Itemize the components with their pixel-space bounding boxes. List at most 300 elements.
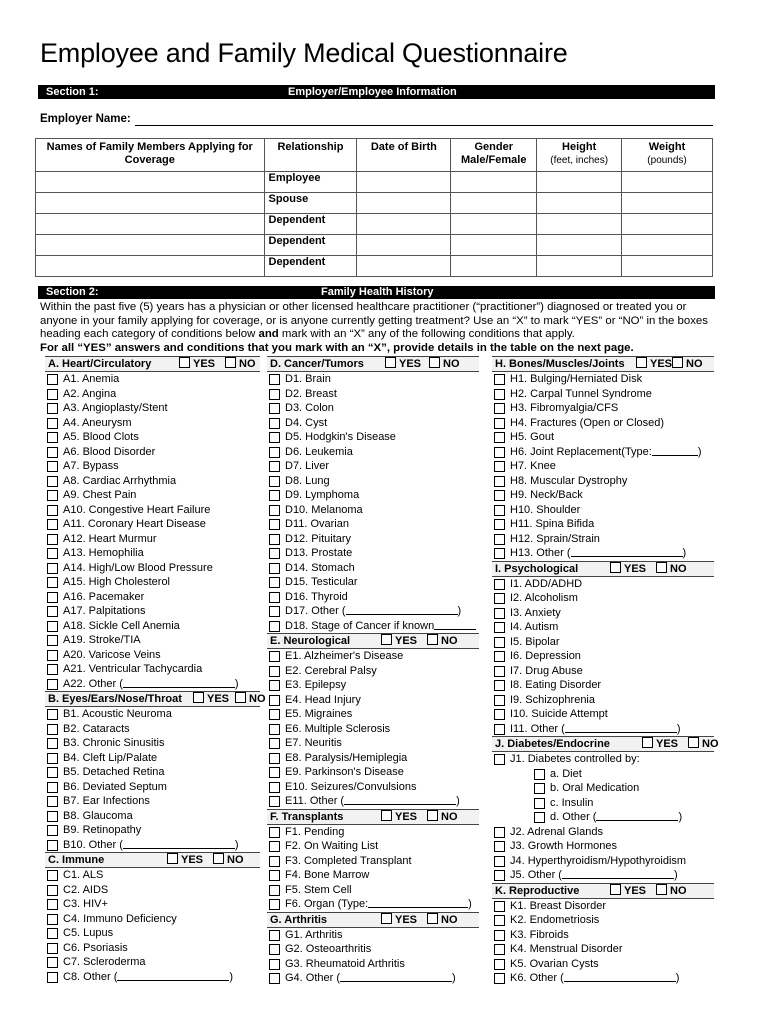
condition-item[interactable] — [267, 664, 479, 679]
condition-item[interactable] — [45, 883, 260, 898]
condition-item[interactable] — [267, 751, 479, 766]
condition-item[interactable] — [492, 649, 714, 664]
condition-item[interactable] — [267, 825, 479, 840]
checkbox-icon[interactable] — [610, 884, 621, 895]
condition-item[interactable] — [45, 722, 260, 737]
condition-item[interactable] — [492, 635, 714, 650]
checkbox-icon[interactable] — [494, 827, 505, 838]
condition-item[interactable] — [45, 445, 260, 460]
condition-item[interactable] — [492, 839, 714, 854]
condition-item[interactable] — [492, 693, 714, 708]
condition-item[interactable] — [267, 839, 479, 854]
no-option[interactable] — [688, 737, 719, 751]
other-details-field[interactable] — [340, 971, 452, 982]
condition-item[interactable] — [267, 722, 479, 737]
checkbox-icon[interactable] — [656, 884, 667, 895]
checkbox-icon[interactable] — [494, 447, 505, 458]
checkbox-icon[interactable] — [47, 548, 58, 559]
condition-item[interactable] — [45, 503, 260, 518]
no-option[interactable] — [672, 357, 703, 371]
checkbox-icon[interactable] — [269, 563, 280, 574]
checkbox-icon[interactable] — [179, 357, 190, 368]
other-details-field[interactable] — [434, 619, 476, 630]
condition-item[interactable] — [492, 503, 714, 518]
condition-item[interactable] — [45, 546, 260, 561]
condition-item[interactable] — [45, 736, 260, 751]
condition-item[interactable] — [492, 606, 714, 621]
condition-item[interactable] — [267, 546, 479, 561]
condition-item[interactable] — [45, 517, 260, 532]
condition-item[interactable] — [45, 780, 260, 795]
checkbox-icon[interactable] — [167, 853, 178, 864]
entry-cell[interactable] — [357, 193, 451, 214]
checkbox-icon[interactable] — [494, 432, 505, 443]
condition-item[interactable] — [492, 620, 714, 635]
condition-item[interactable] — [267, 430, 479, 445]
checkbox-icon[interactable] — [47, 577, 58, 588]
condition-item[interactable] — [45, 648, 260, 663]
condition-item[interactable] — [492, 899, 714, 914]
yes-option[interactable] — [381, 634, 417, 648]
checkbox-icon[interactable] — [494, 622, 505, 633]
condition-item[interactable] — [267, 517, 479, 532]
checkbox-icon[interactable] — [427, 634, 438, 645]
checkbox-icon[interactable] — [427, 913, 438, 924]
checkbox-icon[interactable] — [381, 810, 392, 821]
checkbox-icon[interactable] — [636, 357, 647, 368]
condition-item[interactable] — [45, 532, 260, 547]
checkbox-icon[interactable] — [494, 695, 505, 706]
checkbox-icon[interactable] — [656, 562, 667, 573]
checkbox-icon[interactable] — [193, 692, 204, 703]
checkbox-icon[interactable] — [642, 737, 653, 748]
checkbox-icon[interactable] — [269, 959, 280, 970]
entry-cell[interactable] — [622, 193, 713, 214]
condition-item[interactable] — [492, 387, 714, 402]
condition-item[interactable] — [45, 430, 260, 445]
condition-item[interactable] — [267, 678, 479, 693]
checkbox-icon[interactable] — [47, 606, 58, 617]
condition-item[interactable] — [267, 897, 479, 912]
checkbox-icon[interactable] — [269, 709, 280, 720]
condition-item[interactable] — [492, 517, 714, 532]
checkbox-icon[interactable] — [47, 928, 58, 939]
condition-item[interactable] — [267, 942, 479, 957]
checkbox-icon[interactable] — [269, 490, 280, 501]
condition-item[interactable] — [45, 459, 260, 474]
checkbox-icon[interactable] — [47, 476, 58, 487]
checkbox-icon[interactable] — [610, 562, 621, 573]
checkbox-icon[interactable] — [47, 796, 58, 807]
checkbox-icon[interactable] — [494, 608, 505, 619]
checkbox-icon[interactable] — [47, 679, 58, 690]
entry-cell[interactable] — [451, 214, 537, 235]
entry-cell[interactable] — [36, 193, 265, 214]
checkbox-icon[interactable] — [494, 461, 505, 472]
entry-cell[interactable] — [537, 172, 622, 193]
checkbox-icon[interactable] — [269, 753, 280, 764]
checkbox-icon[interactable] — [47, 664, 58, 675]
condition-item[interactable] — [45, 619, 260, 634]
checkbox-icon[interactable] — [47, 505, 58, 516]
other-details-field[interactable] — [564, 971, 676, 982]
condition-item[interactable] — [267, 561, 479, 576]
entry-cell[interactable] — [451, 172, 537, 193]
checkbox-icon[interactable] — [47, 724, 58, 735]
checkbox-icon[interactable] — [269, 827, 280, 838]
yes-option[interactable] — [179, 357, 215, 371]
condition-item[interactable] — [45, 809, 260, 824]
checkbox-icon[interactable] — [381, 634, 392, 645]
checkbox-icon[interactable] — [534, 769, 545, 780]
condition-item[interactable] — [45, 897, 260, 912]
checkbox-icon[interactable] — [47, 885, 58, 896]
condition-item[interactable] — [45, 372, 260, 387]
other-details-field[interactable] — [652, 445, 698, 456]
checkbox-icon[interactable] — [494, 490, 505, 501]
condition-item[interactable] — [45, 823, 260, 838]
entry-cell[interactable] — [36, 214, 265, 235]
checkbox-icon[interactable] — [47, 519, 58, 530]
condition-item[interactable] — [492, 372, 714, 387]
condition-item[interactable] — [267, 957, 479, 972]
checkbox-icon[interactable] — [269, 796, 280, 807]
checkbox-icon[interactable] — [47, 592, 58, 603]
condition-item[interactable] — [45, 765, 260, 780]
other-details-field[interactable] — [117, 970, 229, 981]
checkbox-icon[interactable] — [427, 810, 438, 821]
entry-cell[interactable] — [622, 172, 713, 193]
checkbox-icon[interactable] — [269, 389, 280, 400]
checkbox-icon[interactable] — [47, 650, 58, 661]
other-details-field[interactable] — [123, 838, 235, 849]
checkbox-icon[interactable] — [494, 519, 505, 530]
no-option[interactable] — [656, 562, 687, 576]
checkbox-icon[interactable] — [269, 724, 280, 735]
checkbox-icon[interactable] — [47, 709, 58, 720]
condition-item[interactable] — [492, 722, 714, 737]
checkbox-icon[interactable] — [47, 635, 58, 646]
condition-item[interactable] — [492, 854, 714, 869]
checkbox-icon[interactable] — [269, 870, 280, 881]
entry-cell[interactable] — [622, 214, 713, 235]
condition-item[interactable] — [45, 955, 260, 970]
condition-item[interactable] — [267, 401, 479, 416]
condition-item[interactable] — [492, 430, 714, 445]
entry-cell[interactable] — [622, 235, 713, 256]
condition-item[interactable] — [45, 604, 260, 619]
condition-item[interactable] — [45, 941, 260, 956]
condition-item[interactable] — [45, 488, 260, 503]
condition-item[interactable] — [492, 796, 714, 811]
no-option[interactable] — [225, 357, 256, 371]
condition-item[interactable] — [267, 474, 479, 489]
checkbox-icon[interactable] — [494, 374, 505, 385]
checkbox-icon[interactable] — [269, 577, 280, 588]
entry-cell[interactable] — [537, 193, 622, 214]
condition-item[interactable] — [492, 591, 714, 606]
checkbox-icon[interactable] — [47, 432, 58, 443]
condition-item[interactable] — [45, 662, 260, 677]
checkbox-icon[interactable] — [385, 357, 396, 368]
condition-item[interactable] — [267, 459, 479, 474]
checkbox-icon[interactable] — [269, 680, 280, 691]
condition-item[interactable] — [492, 767, 714, 782]
checkbox-icon[interactable] — [494, 579, 505, 590]
entry-cell[interactable] — [357, 172, 451, 193]
condition-item[interactable] — [492, 707, 714, 722]
checkbox-icon[interactable] — [47, 811, 58, 822]
checkbox-icon[interactable] — [269, 606, 280, 617]
checkbox-icon[interactable] — [47, 490, 58, 501]
condition-item[interactable] — [267, 488, 479, 503]
other-details-field[interactable] — [368, 897, 468, 908]
checkbox-icon[interactable] — [47, 563, 58, 574]
yes-option[interactable] — [381, 913, 417, 927]
checkbox-icon[interactable] — [269, 534, 280, 545]
checkbox-icon[interactable] — [494, 870, 505, 881]
checkbox-icon[interactable] — [225, 357, 236, 368]
checkbox-icon[interactable] — [235, 692, 246, 703]
yes-option[interactable] — [636, 357, 672, 371]
checkbox-icon[interactable] — [269, 505, 280, 516]
condition-item[interactable] — [267, 372, 479, 387]
yes-option[interactable] — [193, 692, 229, 706]
yes-option[interactable] — [167, 853, 203, 867]
checkbox-icon[interactable] — [47, 899, 58, 910]
checkbox-icon[interactable] — [494, 724, 505, 735]
checkbox-icon[interactable] — [494, 841, 505, 852]
condition-item[interactable] — [492, 868, 714, 883]
condition-item[interactable] — [267, 693, 479, 708]
condition-item[interactable] — [45, 751, 260, 766]
checkbox-icon[interactable] — [47, 767, 58, 778]
no-option[interactable] — [429, 357, 460, 371]
condition-item[interactable] — [492, 488, 714, 503]
checkbox-icon[interactable] — [47, 621, 58, 632]
yes-option[interactable] — [610, 884, 646, 898]
no-option[interactable] — [656, 884, 687, 898]
condition-item[interactable] — [267, 590, 479, 605]
condition-item[interactable] — [492, 825, 714, 840]
checkbox-icon[interactable] — [269, 973, 280, 984]
checkbox-icon[interactable] — [494, 534, 505, 545]
checkbox-icon[interactable] — [47, 374, 58, 385]
entry-cell[interactable] — [537, 214, 622, 235]
condition-item[interactable] — [267, 619, 479, 634]
checkbox-icon[interactable] — [269, 899, 280, 910]
condition-item[interactable] — [45, 416, 260, 431]
checkbox-icon[interactable] — [269, 767, 280, 778]
condition-item[interactable] — [492, 416, 714, 431]
checkbox-icon[interactable] — [494, 709, 505, 720]
checkbox-icon[interactable] — [494, 389, 505, 400]
other-details-field[interactable] — [123, 677, 235, 688]
checkbox-icon[interactable] — [494, 418, 505, 429]
condition-item[interactable] — [492, 577, 714, 592]
checkbox-icon[interactable] — [269, 621, 280, 632]
condition-item[interactable] — [45, 707, 260, 722]
condition-item[interactable] — [45, 868, 260, 883]
other-details-field[interactable] — [571, 546, 683, 557]
checkbox-icon[interactable] — [47, 389, 58, 400]
condition-item[interactable] — [267, 928, 479, 943]
condition-item[interactable] — [492, 913, 714, 928]
checkbox-icon[interactable] — [47, 418, 58, 429]
condition-item[interactable] — [267, 780, 479, 795]
entry-cell[interactable] — [357, 214, 451, 235]
condition-item[interactable] — [492, 810, 714, 825]
checkbox-icon[interactable] — [494, 403, 505, 414]
checkbox-icon[interactable] — [494, 973, 505, 984]
condition-item[interactable] — [45, 677, 260, 692]
no-option[interactable] — [427, 810, 458, 824]
checkbox-icon[interactable] — [494, 548, 505, 559]
condition-item[interactable] — [267, 503, 479, 518]
checkbox-icon[interactable] — [47, 840, 58, 851]
condition-item[interactable] — [45, 838, 260, 853]
yes-option[interactable] — [610, 562, 646, 576]
checkbox-icon[interactable] — [672, 357, 683, 368]
other-details-field[interactable] — [344, 794, 456, 805]
condition-item[interactable] — [267, 575, 479, 590]
yes-option[interactable] — [385, 357, 421, 371]
condition-item[interactable] — [492, 459, 714, 474]
checkbox-icon[interactable] — [494, 666, 505, 677]
condition-item[interactable] — [267, 604, 479, 619]
checkbox-icon[interactable] — [534, 812, 545, 823]
checkbox-icon[interactable] — [494, 637, 505, 648]
checkbox-icon[interactable] — [47, 972, 58, 983]
checkbox-icon[interactable] — [213, 853, 224, 864]
other-details-field[interactable] — [346, 604, 458, 615]
no-option[interactable] — [427, 913, 458, 927]
checkbox-icon[interactable] — [269, 944, 280, 955]
checkbox-icon[interactable] — [494, 651, 505, 662]
checkbox-icon[interactable] — [494, 680, 505, 691]
condition-item[interactable] — [267, 794, 479, 809]
checkbox-icon[interactable] — [494, 944, 505, 955]
checkbox-icon[interactable] — [269, 782, 280, 793]
condition-item[interactable] — [45, 912, 260, 927]
entry-cell[interactable] — [36, 172, 265, 193]
condition-item[interactable] — [492, 678, 714, 693]
checkbox-icon[interactable] — [269, 519, 280, 530]
other-details-field[interactable] — [596, 810, 678, 821]
other-details-field[interactable] — [565, 722, 677, 733]
yes-option[interactable] — [381, 810, 417, 824]
entry-cell[interactable] — [537, 235, 622, 256]
checkbox-icon[interactable] — [534, 798, 545, 809]
checkbox-icon[interactable] — [47, 782, 58, 793]
checkbox-icon[interactable] — [688, 737, 699, 748]
checkbox-icon[interactable] — [269, 418, 280, 429]
checkbox-icon[interactable] — [269, 695, 280, 706]
checkbox-icon[interactable] — [269, 885, 280, 896]
checkbox-icon[interactable] — [269, 476, 280, 487]
condition-item[interactable] — [45, 401, 260, 416]
condition-item[interactable] — [45, 387, 260, 402]
checkbox-icon[interactable] — [269, 930, 280, 941]
checkbox-icon[interactable] — [47, 943, 58, 954]
condition-item[interactable] — [45, 561, 260, 576]
condition-item[interactable] — [492, 971, 714, 986]
checkbox-icon[interactable] — [47, 753, 58, 764]
checkbox-icon[interactable] — [47, 447, 58, 458]
checkbox-icon[interactable] — [47, 534, 58, 545]
condition-item[interactable] — [492, 781, 714, 796]
checkbox-icon[interactable] — [494, 505, 505, 516]
condition-item[interactable] — [492, 474, 714, 489]
condition-item[interactable] — [267, 765, 479, 780]
condition-item[interactable] — [45, 926, 260, 941]
checkbox-icon[interactable] — [494, 930, 505, 941]
condition-item[interactable] — [45, 794, 260, 809]
condition-item[interactable] — [492, 546, 714, 561]
condition-item[interactable] — [267, 707, 479, 722]
checkbox-icon[interactable] — [269, 447, 280, 458]
condition-item[interactable] — [267, 736, 479, 751]
other-details-field[interactable] — [562, 868, 674, 879]
condition-item[interactable] — [492, 664, 714, 679]
checkbox-icon[interactable] — [269, 403, 280, 414]
entry-cell[interactable] — [357, 235, 451, 256]
entry-cell[interactable] — [451, 235, 537, 256]
entry-cell[interactable] — [537, 256, 622, 277]
checkbox-icon[interactable] — [47, 914, 58, 925]
checkbox-icon[interactable] — [429, 357, 440, 368]
checkbox-icon[interactable] — [494, 915, 505, 926]
condition-item[interactable] — [45, 970, 260, 985]
condition-item[interactable] — [45, 575, 260, 590]
condition-item[interactable] — [267, 445, 479, 460]
no-option[interactable] — [235, 692, 266, 706]
entry-cell[interactable] — [451, 193, 537, 214]
employer-name-field[interactable] — [135, 125, 713, 126]
checkbox-icon[interactable] — [494, 901, 505, 912]
checkbox-icon[interactable] — [47, 403, 58, 414]
checkbox-icon[interactable] — [494, 856, 505, 867]
entry-cell[interactable] — [36, 235, 265, 256]
checkbox-icon[interactable] — [269, 374, 280, 385]
condition-item[interactable] — [492, 401, 714, 416]
condition-item[interactable] — [492, 928, 714, 943]
checkbox-icon[interactable] — [269, 548, 280, 559]
condition-item[interactable] — [267, 971, 479, 986]
checkbox-icon[interactable] — [47, 870, 58, 881]
checkbox-icon[interactable] — [269, 856, 280, 867]
condition-item[interactable] — [492, 752, 714, 767]
condition-item[interactable] — [492, 532, 714, 547]
checkbox-icon[interactable] — [269, 651, 280, 662]
checkbox-icon[interactable] — [269, 666, 280, 677]
checkbox-icon[interactable] — [494, 593, 505, 604]
checkbox-icon[interactable] — [269, 432, 280, 443]
checkbox-icon[interactable] — [494, 476, 505, 487]
checkbox-icon[interactable] — [47, 738, 58, 749]
checkbox-icon[interactable] — [47, 957, 58, 968]
checkbox-icon[interactable] — [269, 738, 280, 749]
condition-item[interactable] — [267, 868, 479, 883]
no-option[interactable] — [427, 634, 458, 648]
entry-cell[interactable] — [357, 256, 451, 277]
no-option[interactable] — [213, 853, 244, 867]
condition-item[interactable] — [45, 633, 260, 648]
checkbox-icon[interactable] — [269, 592, 280, 603]
yes-option[interactable] — [642, 737, 678, 751]
checkbox-icon[interactable] — [269, 841, 280, 852]
checkbox-icon[interactable] — [47, 825, 58, 836]
